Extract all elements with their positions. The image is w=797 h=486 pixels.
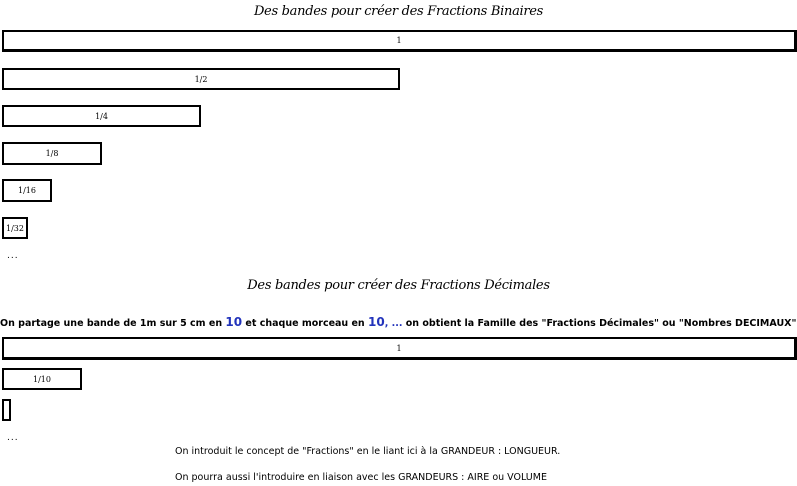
intro-part3: on obtient la Famille des "Fractions Décimales" ou "Nombres DECIMAUX": [402, 318, 797, 329]
band-binary-1-32: [2, 217, 28, 239]
band-label: 1: [396, 36, 402, 45]
band-label: 1/4: [95, 111, 108, 121]
band-binary-1-8: [2, 142, 102, 165]
band-label: 1/16: [18, 186, 36, 195]
band-binary-1-2: [2, 68, 400, 90]
intro-number-10-second: 10: [368, 315, 385, 329]
band-binary-1-4: [2, 105, 201, 127]
intro-part1: On partage une bande de 1m sur 5 cm en: [0, 318, 226, 329]
band-binary-1: [2, 30, 797, 52]
band-binary-1-16: [2, 179, 52, 202]
note-area-volume: On pourra aussi l'introduire en liaison avec les GRANDEURS : AIRE ou VOLUME: [175, 472, 547, 483]
band-label: 1/32: [6, 223, 24, 233]
band-label: 1/8: [45, 149, 59, 158]
intro-dots: , ...: [384, 318, 403, 329]
band-decimal-1: [2, 337, 797, 360]
decimal-ellipsis: ...: [7, 433, 19, 443]
intro-number-10-first: 10: [225, 315, 243, 329]
binary-section-title: Des bandes pour créer des Fractions Binaires: [253, 4, 544, 19]
band-decimal-1-100: [2, 399, 11, 421]
band-label: 1/2: [194, 74, 208, 84]
band-decimal-1-10: [2, 368, 82, 390]
decimal-intro-text: [0, 315, 797, 329]
note-length: On introduit le concept de "Fractions" en le liant ici à la GRANDEUR : LONGUEUR.: [175, 446, 561, 457]
decimal-section-title: Des bandes pour créer des Fractions Décimales: [247, 278, 550, 293]
intro-part2: et chaque morceau en: [242, 318, 369, 329]
binary-ellipsis: ...: [7, 251, 19, 261]
band-label: 1: [396, 343, 402, 353]
band-label: 1/10: [33, 374, 51, 384]
